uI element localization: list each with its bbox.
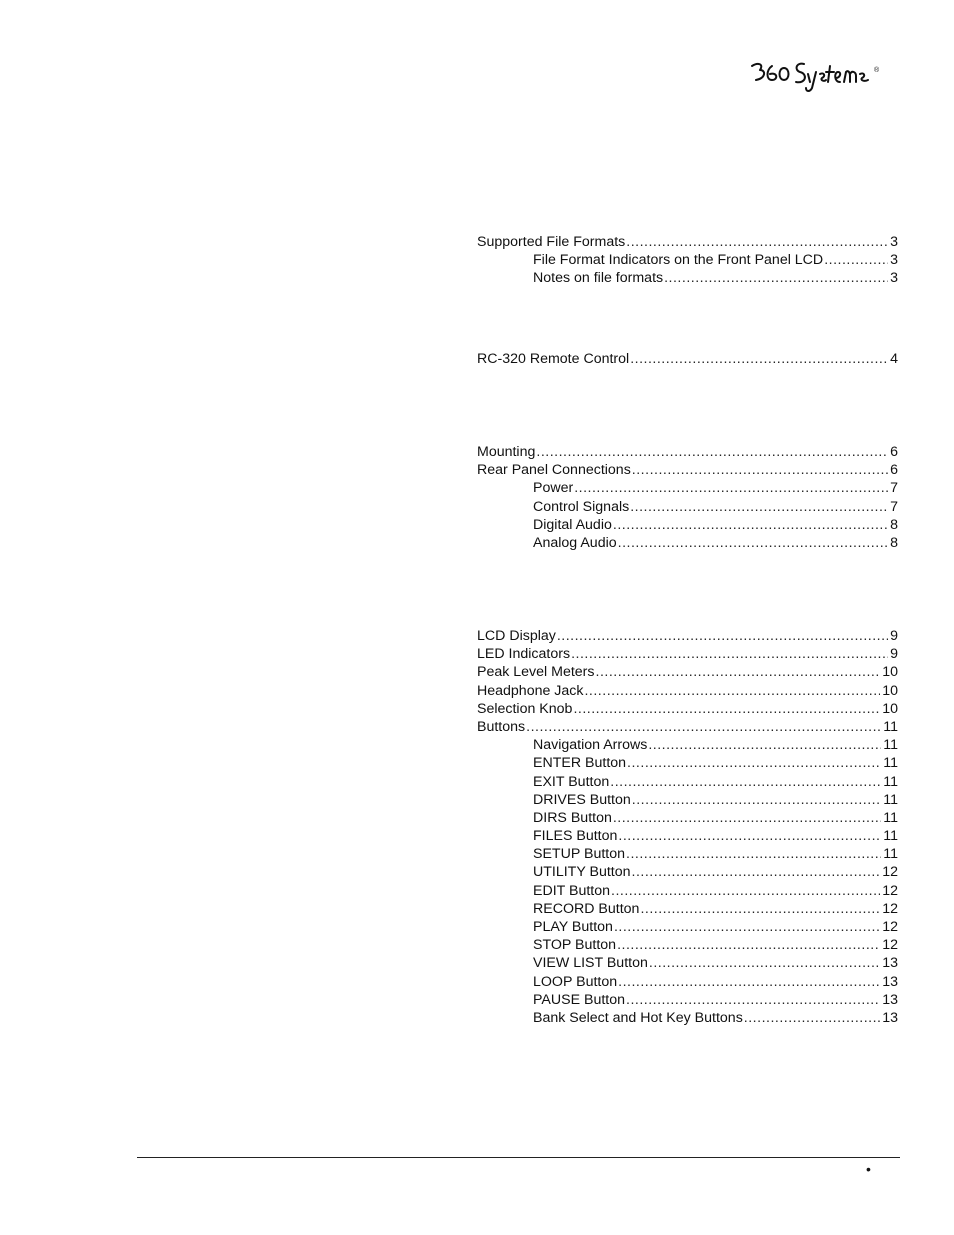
toc-leader-dots <box>630 498 888 516</box>
toc-entry-label: PLAY Button <box>533 919 613 935</box>
toc-entry-page: 8 <box>890 516 898 533</box>
toc-entry-label: Bank Select and Hot Key Buttons <box>533 1009 743 1026</box>
toc-entry[interactable] <box>477 936 898 954</box>
toc-entry[interactable] <box>477 682 898 700</box>
toc-entry-page: 13 <box>882 991 898 1008</box>
toc-entry[interactable] <box>477 809 898 827</box>
toc-entry[interactable] <box>477 461 898 479</box>
toc-entry[interactable] <box>477 973 898 991</box>
toc-leader-dots <box>613 809 881 827</box>
toc-entry-label: EXIT Button <box>533 773 610 790</box>
toc-leader-dots <box>618 534 888 552</box>
toc-leader-dots <box>614 918 880 936</box>
toc-entry-page: 10 <box>882 700 898 717</box>
toc-leader-dots <box>557 627 888 645</box>
toc-entry-page: 10 <box>882 682 898 699</box>
toc-entry[interactable] <box>477 663 898 681</box>
toc-section-front-panel <box>477 627 898 1027</box>
toc-entry-label: Navigation Arrows <box>533 737 648 754</box>
toc-leader-dots <box>610 773 881 791</box>
toc-entry-label: Digital Audio <box>533 516 612 533</box>
toc-entry-page: 12 <box>882 919 898 935</box>
toc-entry-label: PAUSE Button <box>533 991 626 1008</box>
toc-entry[interactable] <box>477 954 898 972</box>
toc-entry-label: Supported File Formats <box>477 234 626 250</box>
toc-entry[interactable] <box>477 534 898 552</box>
toc-leader-dots <box>626 233 888 251</box>
toc-entry[interactable] <box>477 498 898 516</box>
toc-entry[interactable] <box>477 900 898 918</box>
toc-entry-label: Analog Audio <box>533 534 617 551</box>
toc-leader-dots <box>618 973 880 991</box>
toc-leader-dots <box>632 791 881 809</box>
toc-entry[interactable] <box>477 736 898 754</box>
toc-leader-dots <box>626 845 881 863</box>
toc-entry-page: 6 <box>890 462 898 479</box>
toc-entry-label: Selection Knob <box>477 700 573 717</box>
toc-leader-dots <box>626 991 880 1009</box>
toc-leader-dots <box>613 516 888 534</box>
toc-entry-page: 4 <box>890 351 898 367</box>
toc-entry-label: Peak Level Meters <box>477 664 595 681</box>
toc-entry-page: 12 <box>882 937 898 954</box>
toc-entry-page: 11 <box>883 755 898 772</box>
toc-entry[interactable] <box>477 443 898 461</box>
toc-leader-dots <box>664 269 888 287</box>
toc-leader-dots <box>596 663 881 681</box>
toc-entry[interactable] <box>477 882 898 900</box>
toc-entry[interactable] <box>477 991 898 1009</box>
toc-entry-page: 8 <box>890 534 898 551</box>
toc-entry-label: Notes on file formats <box>533 270 664 287</box>
toc-leader-dots <box>744 1009 880 1027</box>
toc-entry[interactable] <box>477 350 898 368</box>
toc-entry-page: 12 <box>882 864 898 881</box>
toc-entry-label: Rear Panel Connections <box>477 462 631 479</box>
toc-entry-page: 3 <box>890 270 898 287</box>
toc-section-remote-control <box>477 350 898 368</box>
toc-entry-page: 11 <box>883 809 898 826</box>
toc-entry-page: 11 <box>883 828 898 845</box>
toc-entry-label: DRIVES Button <box>533 791 631 808</box>
toc-section-installation <box>477 443 898 552</box>
toc-entry[interactable] <box>477 791 898 809</box>
toc-entry-label: UTILITY Button <box>533 864 631 881</box>
toc-leader-dots <box>630 350 888 368</box>
toc-leader-dots <box>617 936 880 954</box>
toc-leader-dots <box>632 863 881 881</box>
toc-entry-label: File Format Indicators on the Front Panel LCD <box>533 252 824 269</box>
toc-entry-label: Control Signals <box>533 498 630 515</box>
company-logo <box>748 56 888 96</box>
toc-entry-page: 13 <box>882 973 898 990</box>
toc-entry[interactable] <box>477 479 898 497</box>
toc-leader-dots <box>824 251 888 269</box>
toc-entry[interactable] <box>477 718 898 736</box>
toc-entry-page: 7 <box>890 498 898 515</box>
toc-entry-page: 9 <box>890 646 898 663</box>
toc-entry-label: Mounting <box>477 444 536 460</box>
toc-entry-page: 11 <box>883 773 898 790</box>
toc-entry[interactable] <box>477 645 898 663</box>
toc-leader-dots <box>627 754 881 772</box>
toc-entry-page: 12 <box>882 900 898 917</box>
toc-entry-label: DIRS Button <box>533 809 612 826</box>
toc-leader-dots <box>573 700 880 718</box>
toc-entry-label: LED Indicators <box>477 646 571 663</box>
toc-entry-label: FILES Button <box>533 828 618 845</box>
toc-leader-dots <box>649 954 880 972</box>
toc-entry-label: RC-320 Remote Control <box>477 351 630 367</box>
toc-entry[interactable] <box>477 773 898 791</box>
toc-entry-page: 11 <box>883 846 898 863</box>
toc-entry[interactable] <box>477 827 898 845</box>
toc-leader-dots <box>618 827 881 845</box>
toc-entry[interactable] <box>477 700 898 718</box>
toc-leader-dots <box>632 461 888 479</box>
toc-entry-label: LOOP Button <box>533 973 618 990</box>
toc-entry-label: Headphone Jack <box>477 682 584 699</box>
toc-entry-label: LCD Display <box>477 628 556 644</box>
toc-entry-page: 11 <box>883 718 898 735</box>
toc-section-file-formats <box>477 233 898 288</box>
toc-entry[interactable] <box>477 516 898 534</box>
toc-leader-dots <box>574 479 888 497</box>
toc-entry[interactable] <box>477 233 898 251</box>
toc-entry-page: 11 <box>883 737 898 754</box>
toc-leader-dots <box>611 882 880 900</box>
footer-rule <box>137 1157 900 1158</box>
registered-mark: ® <box>874 67 880 74</box>
toc-entry-page: 9 <box>890 628 898 644</box>
toc-entry[interactable] <box>477 269 898 287</box>
footer-bullet: • <box>866 1161 871 1177</box>
toc-leader-dots <box>584 682 880 700</box>
toc-entry[interactable] <box>477 918 898 936</box>
toc-leader-dots <box>648 736 881 754</box>
toc-entry-label: Buttons <box>477 718 526 735</box>
toc-entry-label: EDIT Button <box>533 882 611 899</box>
toc-entry-label: RECORD Button <box>533 900 640 917</box>
toc-entry[interactable] <box>477 627 898 645</box>
toc-entry-label: STOP Button <box>533 937 617 954</box>
toc-entry-label: VIEW LIST Button <box>533 955 648 972</box>
toc-entry[interactable] <box>477 845 898 863</box>
toc-entry-label: Power <box>533 480 574 497</box>
toc-entry-page: 3 <box>890 234 898 250</box>
toc-entry-page: 7 <box>890 480 898 497</box>
toc-entry-page: 11 <box>883 791 898 808</box>
toc-leader-dots <box>536 443 888 461</box>
toc-entry[interactable] <box>477 1009 898 1027</box>
toc-entry-label: SETUP Button <box>533 846 626 863</box>
toc-entry[interactable] <box>477 863 898 881</box>
toc-entry[interactable] <box>477 754 898 772</box>
toc-entry-page: 6 <box>890 444 898 460</box>
toc-leader-dots <box>640 900 880 918</box>
toc-leader-dots <box>526 718 881 736</box>
toc-entry-page: 13 <box>882 955 898 972</box>
toc-leader-dots <box>571 645 888 663</box>
toc-entry[interactable] <box>477 251 898 269</box>
toc-entry-page: 13 <box>882 1009 898 1026</box>
toc-entry-page: 12 <box>882 882 898 899</box>
toc-entry-page: 3 <box>890 252 898 269</box>
toc-entry-page: 10 <box>882 664 898 681</box>
toc-entry-label: ENTER Button <box>533 755 627 772</box>
